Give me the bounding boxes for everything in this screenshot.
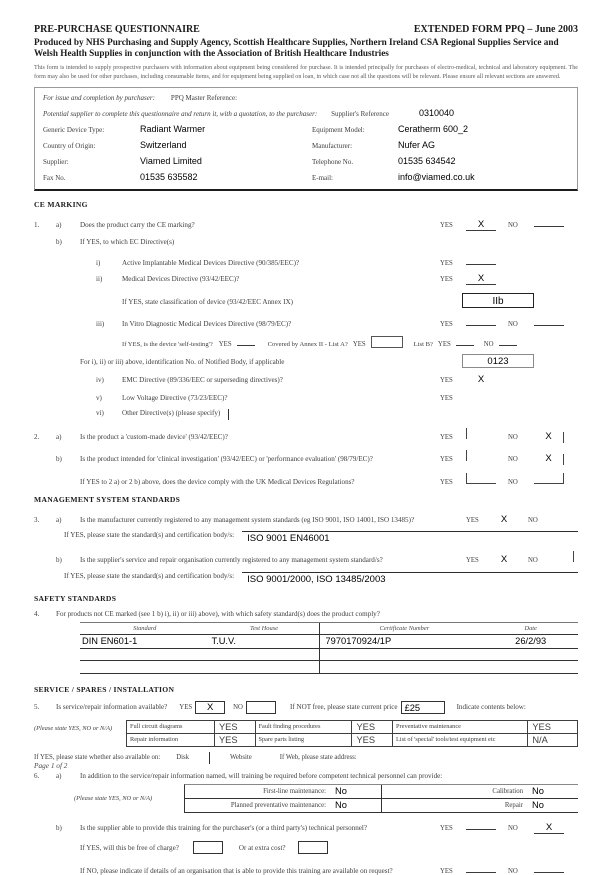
q1a-yes-mark: X	[477, 218, 485, 230]
section-safety-standards: SAFETY STANDARDS	[34, 593, 117, 603]
q6b-no-slot	[534, 823, 564, 834]
country-of-origin-label: Country of Origin:	[43, 141, 96, 150]
standard-value: DIN EN601-1	[80, 634, 209, 648]
q3b-no-slot	[554, 551, 574, 562]
question-5	[34, 701, 578, 714]
website-label: Website	[230, 754, 252, 762]
q1biv-number: iv)	[96, 376, 104, 385]
contents-value: YES	[214, 733, 255, 746]
q3b-standards-value: ISO 9001/2000, ISO 13485/2003	[242, 572, 578, 585]
q2a-letter: a)	[56, 432, 62, 441]
yes-label: YES	[466, 557, 479, 565]
fax-value: 01535 635582	[140, 171, 198, 182]
email-value: info@viamed.co.uk	[398, 171, 475, 182]
q6-number: 6.	[34, 771, 40, 780]
indicate-contents-label: Indicate contents below:	[456, 703, 526, 712]
question-3a	[34, 511, 578, 526]
section-service-spares: SERVICE / SPARES / INSTALLATION	[34, 684, 175, 694]
no-label: NO	[528, 516, 538, 524]
column-header-test-house: Test House	[209, 622, 319, 634]
purchaser-issue-label: For issue and completion by purchaser:	[43, 93, 155, 102]
q2b-yes-slot	[466, 450, 496, 461]
yes-label: YES	[440, 276, 453, 284]
yes-label: YES	[440, 824, 453, 832]
q3b-standards-row	[34, 572, 578, 585]
no-label: NO	[528, 557, 538, 565]
please-state-stub: (Please state YES, NO or N/A)	[74, 794, 153, 802]
q1biii-text: In Vitro Diagnostic Medical Devices Directive (98/79/EC)?	[122, 320, 292, 329]
q1bvi-number: vi)	[96, 409, 104, 418]
q2b-answer	[440, 450, 578, 465]
contents-label: Preventative maintenance	[393, 720, 528, 733]
question-1b-ii	[34, 274, 578, 285]
self-testing-yes-slot	[237, 336, 255, 346]
calibration-value: No	[532, 786, 544, 797]
column-header-date: Date	[483, 622, 578, 634]
q3a-text: Is the manufacturer currently registered to any management system standards (eg ISO 9001, ISO 14001, ISO 13485)?	[80, 515, 415, 524]
yes-label: YES	[440, 221, 453, 229]
classification-value-box: IIb	[462, 293, 534, 308]
q1biii-answer	[440, 315, 578, 328]
q1a-answer	[440, 216, 578, 231]
table-row	[80, 648, 578, 661]
if-no-label: If NO, please indicate if details of an organisation that is able to provide this training are available on request?	[80, 866, 393, 875]
q1bv-answer	[440, 395, 578, 402]
q5-yes-mark: X	[206, 701, 214, 713]
contents-value: N/A	[528, 733, 578, 746]
q1b-text: If YES, to which EC Directive(s)	[80, 238, 175, 247]
question-3b	[34, 551, 578, 566]
test-house-value: T.U.V.	[209, 634, 319, 648]
safety-table-header-row	[80, 622, 578, 634]
no-label: NO	[508, 321, 518, 329]
supplier-value: Viamed Limited	[140, 155, 202, 166]
organisation-answer	[440, 862, 578, 875]
repair-value: No	[532, 800, 544, 811]
q2b-no-mark: X	[545, 453, 552, 465]
extra-cost-box	[298, 841, 328, 854]
training-required-block	[34, 784, 578, 813]
generic-device-type-value: Radiant Warmer	[140, 123, 206, 134]
column-header-certificate-number: Certificate Number	[319, 622, 483, 634]
q3a-standards-value: ISO 9001 EN46001	[242, 531, 578, 544]
contents-value: YES	[214, 720, 255, 733]
yes-label: YES	[440, 377, 453, 385]
q1biii-yes-slot	[466, 315, 496, 326]
question-2c	[34, 473, 578, 486]
q1bvi-text: Other Directive(s) (please specify)	[122, 409, 221, 418]
yes-label: YES	[352, 340, 366, 348]
yes-label: YES	[440, 456, 453, 464]
q3b-yes-mark: X	[500, 554, 508, 566]
fax-label: Fax No.	[43, 173, 66, 182]
q1bi-yes-slot	[466, 254, 496, 265]
q3a-if-yes-label: If YES, please state the standard(s) and certification body/s:	[64, 531, 235, 540]
q3a-yes-slot	[492, 515, 516, 526]
contents-value: YES	[352, 733, 393, 746]
q1a-text: Does the product carry the CE marking?	[80, 220, 195, 229]
q1b-letter: b)	[56, 238, 62, 247]
classification-label: If YES, state classification of device (93/42/EEC Annex IX)	[122, 297, 293, 306]
q1bii-number: ii)	[96, 275, 103, 284]
self-testing-label: If YES, is the device 'self-testing'?	[122, 340, 213, 348]
q1bii-text: Medical Devices Directive (93/42/EEC)?	[122, 275, 240, 284]
annex-label: Covered by Annex II - List A?	[267, 340, 348, 348]
section-management-standards: MANAGEMENT SYSTEM STANDARDS	[34, 494, 181, 504]
first-line-maintenance-value: No	[335, 786, 347, 797]
q3a-answer	[466, 511, 578, 526]
reference-details-box	[34, 87, 578, 191]
q1a-no-slot	[534, 216, 564, 227]
q3b-answer	[466, 551, 578, 566]
no-label: NO	[508, 433, 518, 441]
form-edition: EXTENDED FORM PPQ – June 2003	[413, 24, 578, 35]
q3a-yes-mark: X	[500, 513, 508, 525]
table-row	[80, 634, 578, 648]
q6b-letter: b)	[56, 823, 62, 832]
question-1b	[34, 238, 578, 246]
generic-device-type-label: Generic Device Type:	[43, 125, 105, 134]
empty-cell	[319, 648, 483, 661]
classification-row	[34, 293, 578, 308]
notified-body-row	[34, 354, 578, 368]
q6b-no-mark: X	[545, 821, 553, 833]
q2a-no-slot	[534, 432, 564, 443]
no-label: NO	[508, 867, 518, 875]
no-label: NO	[508, 456, 518, 464]
no-label: NO	[508, 824, 518, 832]
empty-cell	[319, 661, 483, 674]
empty-cell	[80, 661, 209, 674]
yes-label: YES	[440, 867, 453, 875]
service-contents-table	[126, 720, 578, 747]
q1biv-yes-slot	[466, 375, 496, 386]
q5-number: 5.	[34, 703, 40, 712]
free-of-charge-row	[34, 841, 578, 854]
question-1b-iii	[34, 315, 578, 328]
supplier-reference-value: 0310040	[418, 107, 455, 118]
q2b-no-slot	[534, 454, 564, 465]
also-available-label: If YES, please state whether also available on:	[34, 754, 161, 762]
question-6b	[34, 819, 578, 834]
question-1a	[34, 216, 578, 231]
email-label: E-mail:	[312, 173, 333, 182]
please-state-stub: (Please state YES, NO or N/A)	[34, 724, 113, 732]
service-contents-block	[34, 720, 578, 747]
contents-label: Spare parts listing	[255, 733, 352, 746]
supplier-complete-label: Potential supplier to complete this questionnaire and return it, with a quotation, to the purchaser:	[43, 109, 318, 118]
table-row	[80, 661, 578, 674]
country-of-origin-value: Switzerland	[140, 139, 187, 150]
q1-number: 1.	[34, 220, 40, 229]
list-b-yes-slot	[456, 336, 474, 346]
q1bi-text: Active Implantable Medical Devices Directive (90/385/EEC)?	[122, 258, 300, 267]
q3b-if-yes-label: If YES, please state the standard(s) and certification body/s:	[64, 571, 235, 580]
training-required-table	[184, 784, 578, 813]
q1biv-answer	[440, 375, 578, 386]
q2a-text: Is the product a 'custom-made device' (93/42/EEC)?	[80, 432, 228, 441]
question-1b-vi	[34, 409, 578, 420]
section-ce-marking: CE MARKING	[34, 199, 88, 209]
notified-body-label: For i), ii) or iii) above, identification No. of Notified Body, if applicable	[80, 357, 285, 366]
q3a-letter: a)	[56, 515, 62, 524]
q6b-answer	[440, 819, 578, 834]
q1bi-number: i)	[96, 258, 101, 267]
supplier-reference-label: Supplier's Reference	[331, 109, 389, 118]
table-row	[127, 733, 578, 746]
yes-label: YES	[440, 321, 453, 329]
header-row	[34, 24, 578, 35]
q2c-yes-slot	[466, 473, 496, 484]
q1biii-number: iii)	[96, 320, 105, 329]
org-no-slot	[534, 862, 564, 873]
q6a-letter: a)	[56, 771, 62, 780]
q6a-text: In addition to the service/repair information named, will training be required before competent technical personnel can provide:	[80, 771, 443, 780]
repair-label: Repair	[504, 801, 523, 809]
organisation-details-row	[34, 862, 578, 875]
safety-standards-table	[80, 622, 578, 674]
contents-label: List of 'special' tools/test equipment etc	[393, 733, 528, 746]
question-6a	[34, 772, 578, 780]
q1biii-no-slot	[534, 315, 564, 326]
q3-number: 3.	[34, 515, 40, 524]
table-row	[185, 785, 578, 799]
q1bv-text: Low Voltage Directive (73/23/EEC)?	[122, 393, 228, 402]
question-1b-v	[34, 394, 578, 402]
supplier-reference-row	[43, 108, 569, 118]
yes-label: YES	[218, 340, 232, 348]
q2c-answer	[440, 473, 578, 486]
list-b-label: List B?	[413, 340, 433, 348]
q1bii-answer	[440, 274, 578, 285]
doc-title: PRE-PURCHASE QUESTIONNAIRE	[34, 24, 200, 35]
empty-cell	[80, 648, 209, 661]
no-label: NO	[483, 340, 494, 348]
supplier-label: Supplier:	[43, 157, 69, 166]
equipment-model-value: Ceratherm 600_2	[398, 123, 469, 134]
self-testing-row	[34, 336, 578, 348]
q2b-text: Is the product intended for 'clinical investigation' (93/42/EEC) or 'performance evaluation' (98/79/EC)?	[80, 455, 373, 464]
date-value: 26/2/93	[483, 634, 578, 648]
q3b-text: Is the supplier's service and repair organisation currently registered to any management system standard/s?	[80, 556, 383, 565]
manufacturer-value: Nufer AG	[398, 139, 436, 150]
yes-label: YES	[440, 478, 453, 486]
q2c-no-slot	[534, 473, 564, 484]
q1bi-answer	[440, 254, 578, 267]
q6b-text: Is the supplier able to provide this training for the purchaser's (or a third party's) technical personnel?	[80, 823, 368, 832]
q5-yes-box	[195, 701, 225, 714]
question-2a	[34, 428, 578, 443]
contents-label: Repair information	[127, 733, 215, 746]
empty-cell	[209, 648, 319, 661]
purchaser-issue-row	[43, 94, 569, 102]
q1a-letter: a)	[56, 220, 62, 229]
yes-label: YES	[179, 703, 193, 711]
free-of-charge-box	[193, 841, 223, 854]
no-label: NO	[233, 703, 243, 711]
page-number: Page 1 of 2	[34, 761, 68, 770]
price-box: £25	[401, 701, 445, 714]
question-2b	[34, 450, 578, 465]
yes-label: YES	[437, 340, 451, 348]
q2a-answer	[440, 428, 578, 443]
contents-label: Fault finding procedures	[255, 720, 352, 733]
extra-cost-label: Or at extra cost?	[238, 843, 286, 852]
not-free-label: If NOT free, please state current price	[289, 703, 398, 712]
q1bv-number: v)	[96, 393, 102, 402]
produced-by: Produced by NHS Purchasing and Supply Agency, Scottish Healthcare Supplies, Northern Ireland CSA Regional Supplies Service and Welsh Health Supplies in conjunction with the Association of British Healthcare Industries	[34, 37, 559, 59]
planned-maintenance-value: No	[335, 800, 347, 811]
ppq-master-reference-label: PPQ Master Reference:	[170, 93, 238, 102]
list-b-no-slot	[499, 336, 517, 346]
media-availability-row	[34, 752, 578, 764]
first-line-maintenance-label: First-line maintenance:	[263, 787, 326, 795]
q1a-yes-slot	[466, 220, 496, 231]
q2-number: 2.	[34, 432, 40, 441]
q2c-text: If YES to 2 a) or 2 b) above, does the device comply with the UK Medical Devices Regulations?	[80, 477, 355, 486]
q5-no-box	[246, 701, 276, 714]
org-yes-slot	[466, 862, 496, 873]
yes-label: YES	[466, 516, 479, 524]
column-header-standard: Standard	[80, 622, 209, 634]
planned-maintenance-label: Planned preventative maintenance:	[230, 801, 326, 809]
disk-website-divider	[209, 752, 210, 764]
q1biv-yes-mark: X	[477, 374, 485, 386]
question-1b-iv	[34, 375, 578, 386]
manufacturer-label: Manufacturer:	[312, 141, 353, 150]
web-address-label: If Web, please state address:	[279, 754, 357, 762]
q3a-standards-row	[34, 531, 578, 544]
q3b-letter: b)	[56, 556, 62, 565]
empty-cell	[483, 648, 578, 661]
no-label: NO	[508, 478, 518, 486]
q4-text: For products not CE marked (see 1 b) i), ii) or iii) above), with which safety standard(s) does the product comply?	[56, 609, 380, 618]
q5-text: Is service/repair information available?	[56, 703, 168, 712]
telephone-label: Telephone No.	[312, 157, 354, 166]
intro-paragraph: This form is intended to supply prospective purchasers with information about equipment being considered for purchase. It is intended principally for purchases of electro-medical, technical and laboratory equipment. The form may also be used for other purchases, including consumable items, and for equipment being supplied on loan, in which case not all the questions will be relevant. Please ensure all relevant sections are answered.	[34, 65, 578, 80]
question-1b-i	[34, 254, 578, 267]
q2a-yes-slot	[466, 428, 496, 439]
q2b-letter: b)	[56, 455, 62, 464]
telephone-value: 01535 634542	[398, 155, 456, 166]
equipment-model-label: Equipment Model:	[312, 125, 365, 134]
q6b-yes-slot	[466, 819, 496, 830]
contents-value: YES	[352, 720, 393, 733]
no-label: NO	[508, 221, 518, 229]
contents-value: YES	[528, 720, 578, 733]
q2a-no-mark: X	[545, 430, 552, 442]
empty-cell	[209, 661, 319, 674]
calibration-label: Calibration	[492, 787, 523, 795]
table-row	[127, 720, 578, 733]
yes-label: YES	[440, 433, 453, 441]
free-of-charge-label: If YES, will this be free of charge?	[80, 843, 179, 852]
disk-label: Disk	[176, 754, 190, 762]
certificate-number-value: 7970170924/1P	[319, 634, 483, 648]
q3b-yes-slot	[492, 555, 516, 566]
q3a-no-slot	[554, 511, 574, 522]
question-4	[34, 610, 578, 618]
table-row	[185, 799, 578, 813]
q1bii-yes-mark: X	[477, 273, 485, 285]
empty-cell	[483, 661, 578, 674]
yes-label: YES	[440, 394, 453, 402]
other-directive-field	[228, 409, 229, 420]
notified-body-value-box: 0123	[462, 354, 534, 368]
q4-number: 4.	[34, 609, 40, 618]
q1bii-yes-slot	[466, 274, 496, 285]
q1biv-text: EMC Directive (89/336/EEC or superseding directives)?	[122, 376, 283, 385]
annex-list-a-box	[371, 336, 403, 348]
yes-label: YES	[440, 259, 453, 267]
contents-label: Full circuit diagrams	[127, 720, 215, 733]
equipment-details-grid	[43, 124, 569, 182]
